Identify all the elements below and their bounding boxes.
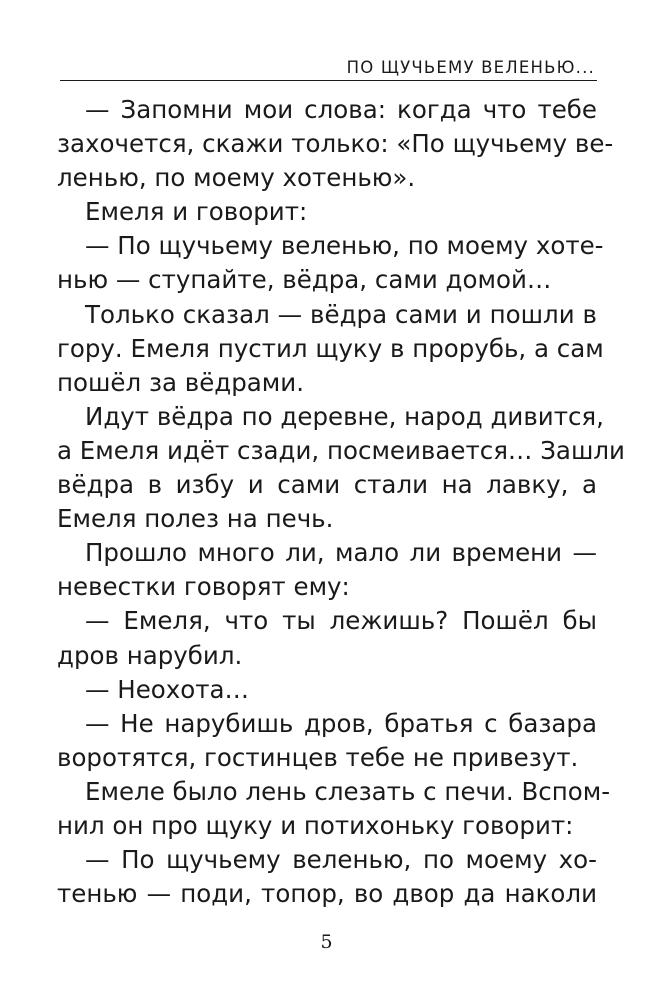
text-line: Емеля и говорит: (85, 197, 308, 227)
page-number: 5 (320, 931, 333, 953)
text-line: Емеле было лень слезать с печи. Вспом- (85, 776, 611, 806)
text-line: а Емеля идёт сзади, посмеивается… Зашли (57, 435, 625, 465)
text-line: нью — ступайте, вёдра, сами домой… (57, 265, 552, 295)
text-line: гору. Емеля пустил щуку в прорубь, а сам (57, 333, 604, 363)
text-line: Идут вёдра по деревне, народ дивится, (85, 401, 604, 431)
text-line: пошёл за вёдрами. (57, 367, 304, 397)
text-line: захочется, скажи только: «По щучьему ве- (57, 129, 614, 159)
text-line: — Не нарубишь дров, братья с базара (85, 708, 597, 738)
text-line: невестки говорят ему: (57, 572, 350, 602)
text-line: — По щучьему веленью, по моему хоте- (85, 231, 604, 261)
text-line: тенью — поди, топор, во двор да наколи (57, 879, 597, 909)
text-line: нил он про щуку и потихоньку говорит: (57, 810, 574, 840)
text-line: — По щучьему веленью, по моему хо- (85, 845, 597, 875)
text-line: дров нарубил. (57, 640, 243, 670)
text-line: Емеля полез на печь. (57, 504, 334, 534)
text-line: ленью, по моему хотенью». (57, 163, 416, 193)
text-line: — Неохота… (85, 674, 250, 704)
text-line: — Запомни мои слова: когда что тебе (85, 95, 597, 124)
text-line: воротятся, гостинцев тебе не привезут. (57, 742, 579, 772)
header-rule (60, 80, 597, 81)
text-block (57, 93, 625, 911)
text-line: Прошло много ли, мало ли времени — (85, 538, 597, 568)
text-line: Только сказал — вёдра сами и пошли в (85, 299, 597, 329)
text-line: — Емеля, что ты лежишь? Пошёл бы (85, 606, 597, 636)
text-line: вёдра в избу и сами стали на лавку, а (57, 470, 597, 500)
running-head: ПО ЩУЧЬЕМУ ВЕЛЕНЬЮ... (346, 58, 595, 77)
